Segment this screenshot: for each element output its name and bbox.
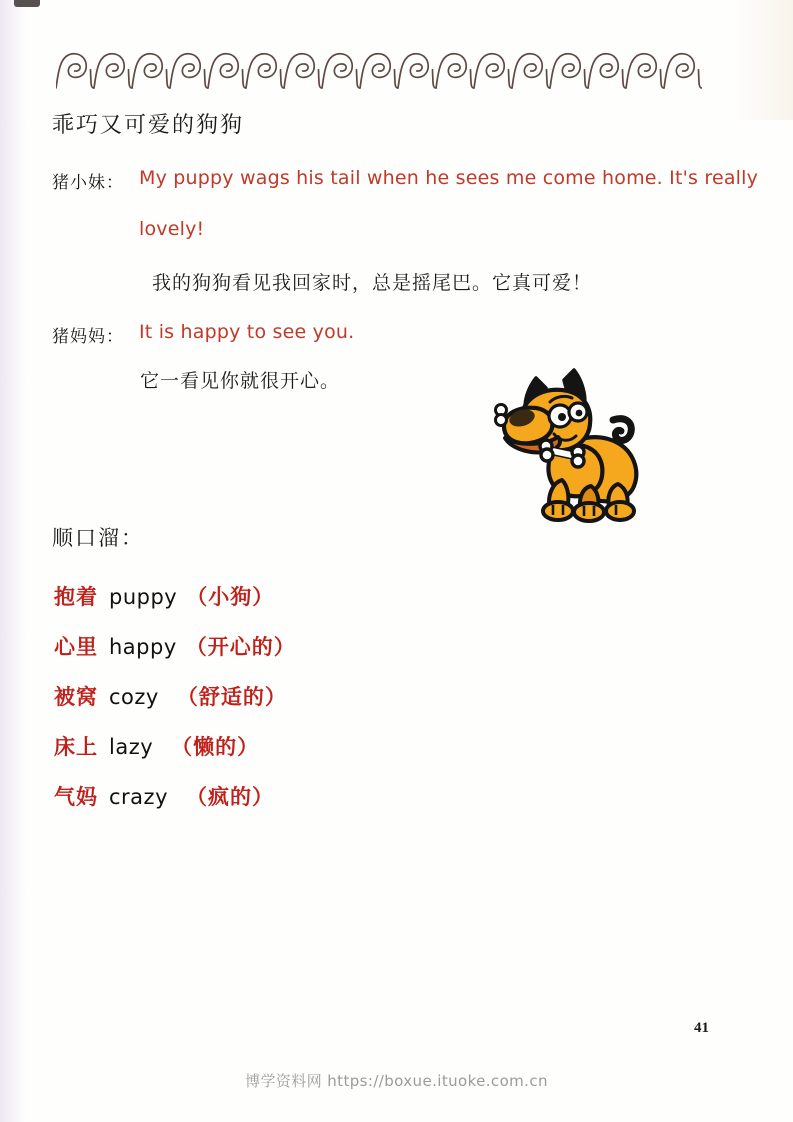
footer-watermark: 博学资料网 https://boxue.ituoke.com.cn (245, 1072, 548, 1090)
page-number: 41 (694, 1020, 709, 1036)
jingle-english: crazy (109, 785, 168, 809)
jingle-chinese: 床上 (54, 735, 98, 759)
jingle-gloss: （疯的） (186, 785, 274, 809)
jingle-english: lazy (109, 735, 154, 759)
jingle-gloss: （舒适的） (176, 685, 287, 709)
jingle-list (54, 572, 474, 822)
speaker-label-1: 猪小妹： (52, 173, 124, 193)
dialogue-2-chinese: 它一看见你就很开心。 (140, 370, 341, 392)
jingle-row (54, 572, 474, 622)
jingle-english: cozy (109, 685, 159, 709)
jingle-english: happy (109, 635, 177, 659)
jingle-row (54, 672, 474, 722)
jingle-chinese: 抱着 (54, 585, 98, 609)
jingle-english: puppy (109, 585, 178, 609)
jingle-gloss: （小狗） (186, 585, 275, 609)
jingle-row (54, 772, 474, 822)
jingle-chinese: 心里 (54, 635, 98, 659)
scan-edge-left (0, 0, 26, 1122)
page-title: 乖巧又可爱的狗狗 (52, 113, 245, 138)
cartoon-dog-illustration (492, 358, 656, 526)
jingle-row (54, 722, 474, 772)
jingle-row (54, 622, 474, 672)
dialogue-1-english-line-1: My puppy wags his tail when he sees me come home. It's really (139, 167, 759, 189)
dialogue-1-english-line-2: lovely! (139, 218, 205, 240)
speaker-label-2: 猪妈妈： (52, 327, 124, 347)
dialogue-2-english: It is happy to see you. (139, 321, 355, 343)
scan-mark-top-left (14, 0, 40, 7)
jingle-gloss: （懒的） (171, 735, 260, 759)
jingle-gloss: （开心的） (185, 635, 296, 659)
dialogue-1-chinese: 我的狗狗看见我回家时，总是摇尾巴。它真可爱！ (152, 272, 593, 294)
jingle-chinese: 被窝 (54, 685, 98, 709)
jingle-chinese: 气妈 (54, 785, 98, 809)
scan-edge-top-right (733, 0, 793, 120)
jingle-section-title: 顺口溜： (52, 526, 144, 550)
spiral-wave-border-icon (56, 36, 702, 98)
